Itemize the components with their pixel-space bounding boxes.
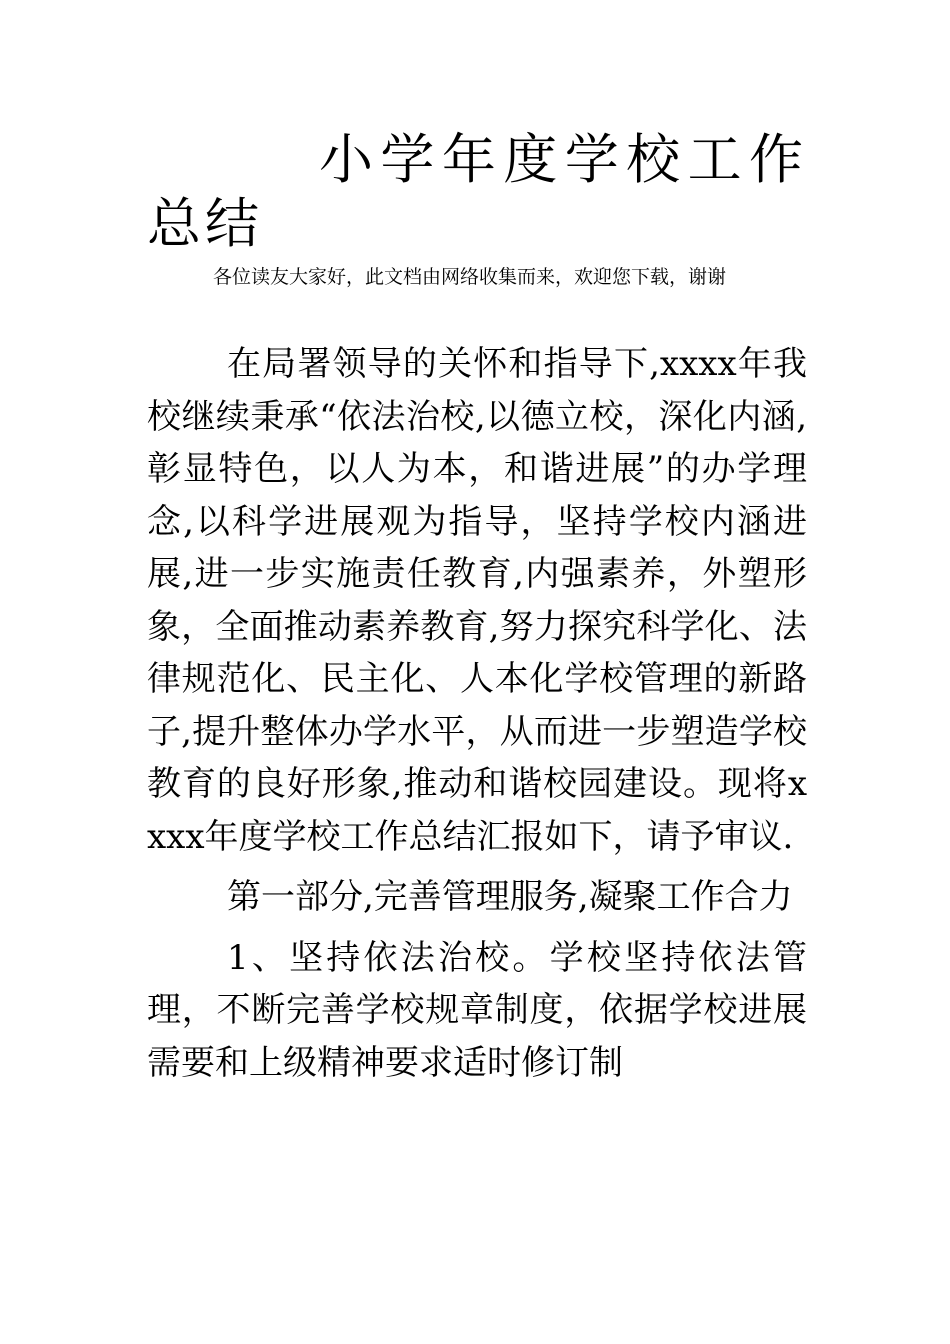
paragraph-intro: 在局署领导的关怀和指导下,xxxx年我校继续秉承“依法治校,以德立校，深化内涵,彰显特色，以人为本，和谐进展”的办学理念,以科学进展观为指导，坚持学校内涵进展,进一步实施责任教育,内强素养，外塑形象，全面推动素养教育,努力探究科学化、法律规范化、民主化、人本化学校管理的新路子,提升整体办学水平，从而进一步塑造学校教育的良好形象,推动和谐校园建设。现将xxxx年度学校工作总结汇报如下，请予审议. (147, 344, 807, 857)
paragraph-part-one-heading: 第一部分,完善管理服务,凝聚工作合力 (227, 877, 793, 917)
document-title: 小学年度学校工作总结 (147, 128, 807, 255)
download-notice: 各位读友大家好，此文档由网络收集而来，欢迎您下载，谢谢 (213, 266, 727, 288)
paragraph-rule-of-law: 1、坚持依法治校。学校坚持依法管理，不断完善学校规章制度，依据学校进展需要和上级精神要求适时修订制 (147, 937, 807, 1083)
document-page (147, 128, 807, 1097)
